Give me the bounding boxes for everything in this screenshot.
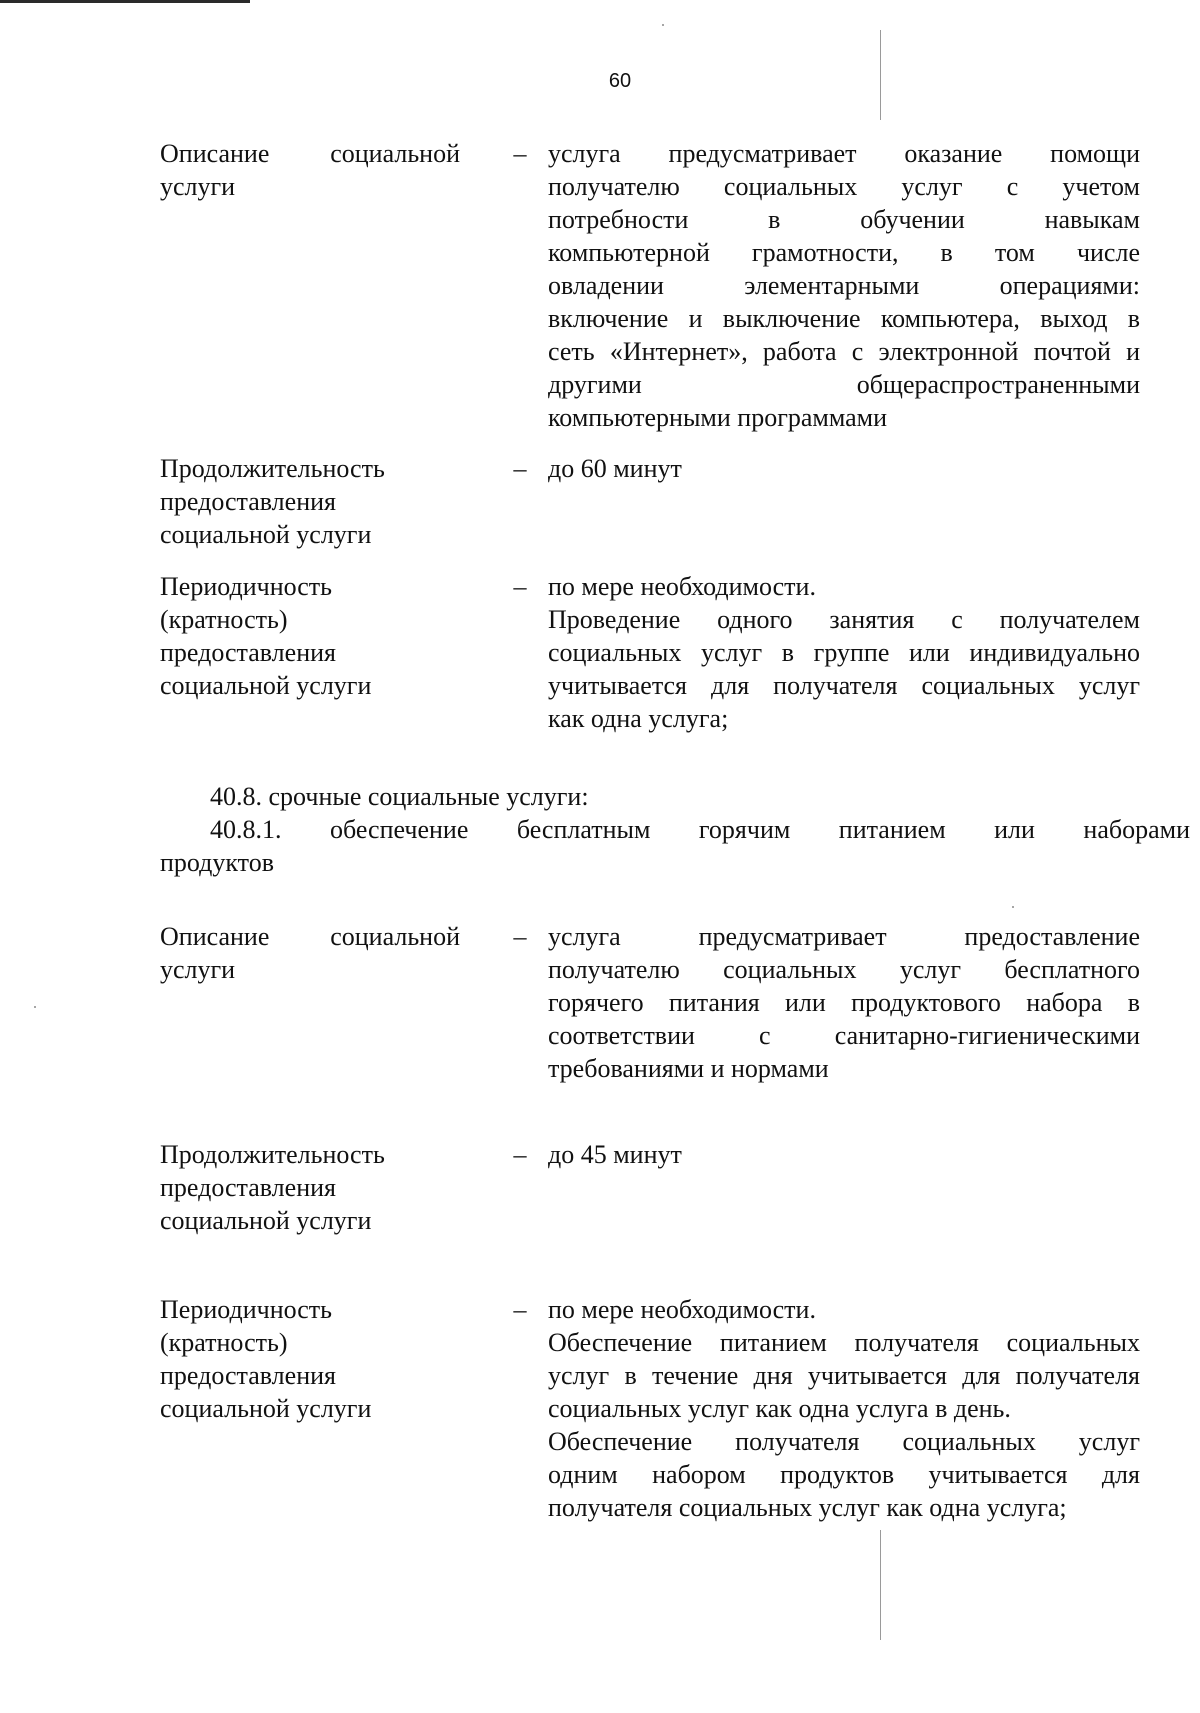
text-line: овладении элементарными операциями: [548, 271, 1140, 300]
label-word: услуги [160, 955, 236, 984]
description-text [548, 920, 1140, 1085]
text-line: горячего питания или продуктового набора в [548, 988, 1140, 1017]
text-line: социальных услуг как одна услуга в день. [548, 1394, 1011, 1423]
text-line: Обеспечение получателя социальных услуг [548, 1427, 1140, 1456]
periodicity-text [548, 1293, 1140, 1524]
subsection-heading-cont: продуктов [160, 848, 274, 877]
dash-separator: – [513, 1295, 527, 1324]
description-text [548, 137, 1140, 434]
text-line: включение и выключение компьютера, выход в [548, 304, 1140, 333]
scan-fold-mark [880, 30, 881, 120]
label-word: социальной [330, 922, 460, 951]
scan-speck [662, 24, 664, 26]
label-line: предоставления [160, 487, 336, 516]
text-line: требованиями и нормами [548, 1054, 829, 1083]
text-line: соответствии с санитарно-гигиеническими [548, 1021, 1140, 1050]
periodicity-text [548, 570, 1140, 735]
scan-border-line [0, 0, 250, 3]
text-line: Проведение одного занятия с получателем [548, 605, 1140, 634]
description-label [160, 137, 460, 203]
label-line: (кратность) [160, 605, 288, 634]
label-line: предоставления [160, 638, 336, 667]
text-line: сеть «Интернет», работа с электронной почтой и [548, 337, 1140, 366]
label-line: предоставления [160, 1173, 336, 1202]
periodicity-label [160, 570, 460, 702]
text-line: потребности в обучении навыкам [548, 205, 1140, 234]
subsection-heading: 40.8.1. обеспечение бесплатным горячим питанием или наборами [210, 815, 1190, 844]
scan-speck [34, 1006, 36, 1008]
duration-value: до 60 минут [548, 454, 682, 483]
text-line: как одна услуга; [548, 704, 729, 733]
label-word: Описание [160, 139, 270, 168]
text-line: получателя социальных услуг как одна услуга; [548, 1493, 1067, 1522]
label-line: Продолжительность [160, 454, 385, 483]
dash-separator: – [513, 922, 527, 951]
text-line: одним набором продуктов учитывается для [548, 1460, 1140, 1489]
text-line: услуга предусматривает оказание помощи [548, 139, 1140, 168]
text-line: получателю социальных услуг с учетом [548, 172, 1140, 201]
dash-separator: – [513, 454, 527, 483]
text-line: компьютерными программами [548, 403, 888, 432]
duration-label [160, 1138, 460, 1237]
dash-separator: – [513, 572, 527, 601]
label-word: услуги [160, 172, 236, 201]
scan-speck [1012, 906, 1014, 908]
text-line: Обеспечение питанием получателя социальных [548, 1328, 1140, 1357]
text-line: услуг в течение дня учитывается для получателя [548, 1361, 1140, 1390]
label-line: социальной услуги [160, 671, 372, 700]
label-line: Периодичность [160, 1295, 333, 1324]
text-line: учитывается для получателя социальных услуг [548, 671, 1140, 700]
label-line: (кратность) [160, 1328, 288, 1357]
page-number: 60 [608, 70, 632, 92]
duration-value: до 45 минут [548, 1140, 682, 1169]
text-line: по мере необходимости. [548, 1295, 816, 1324]
description-label [160, 920, 460, 986]
label-word: социальной [330, 139, 460, 168]
label-line: Продолжительность [160, 1140, 385, 1169]
dash-separator: – [513, 1140, 527, 1169]
dash-separator: – [513, 139, 527, 168]
text-line: по мере необходимости. [548, 572, 816, 601]
text-line: компьютерной грамотности, в том числе [548, 238, 1140, 267]
scan-fold-mark [880, 1530, 881, 1640]
section-heading: 40.8. срочные социальные услуги: [210, 782, 589, 811]
label-line: социальной услуги [160, 1206, 372, 1235]
text-line: услуга предусматривает предоставление [548, 922, 1140, 951]
label-line: социальной услуги [160, 520, 372, 549]
label-line: предоставления [160, 1361, 336, 1390]
duration-label [160, 452, 460, 551]
text-line: социальных услуг в группе или индивидуально [548, 638, 1140, 667]
label-word: Описание [160, 922, 270, 951]
label-line: Периодичность [160, 572, 333, 601]
periodicity-label [160, 1293, 460, 1425]
label-line: социальной услуги [160, 1394, 372, 1423]
text-line: получателю социальных услуг бесплатного [548, 955, 1140, 984]
text-line: другими общераспространенными [548, 370, 1140, 399]
